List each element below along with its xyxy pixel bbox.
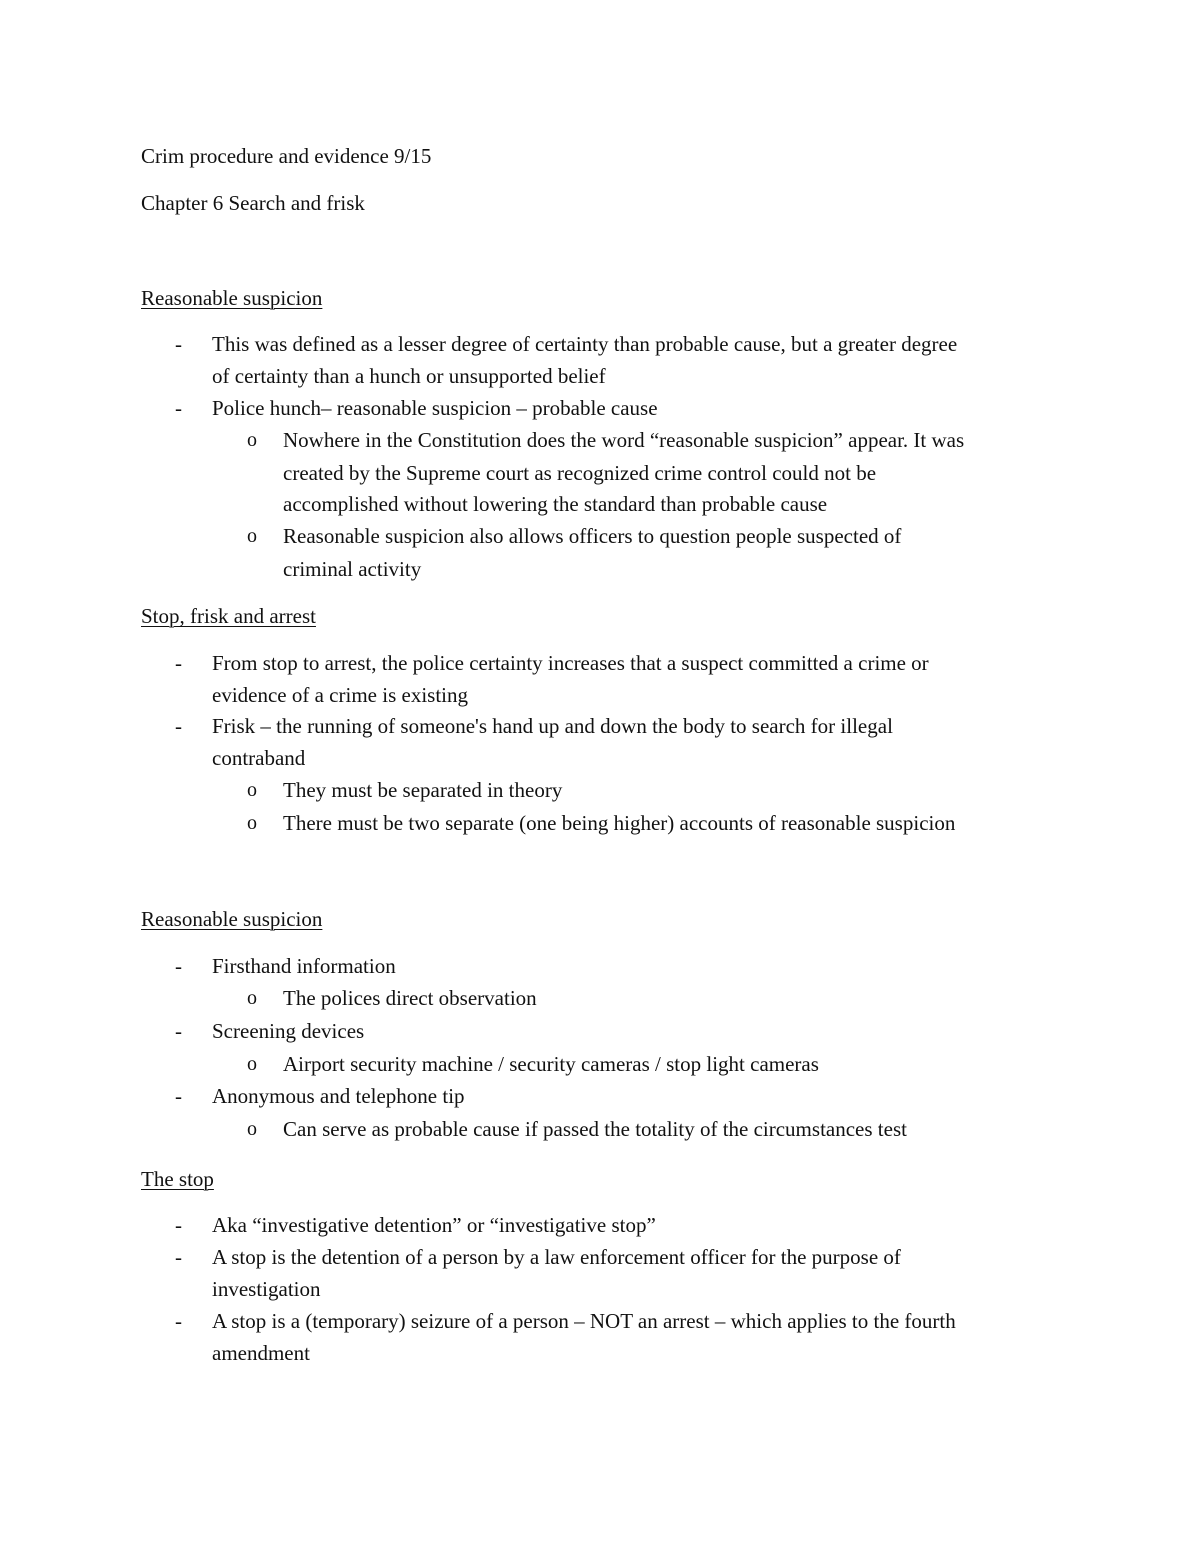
list-item: From stop to arrest, the police certainty increases that a suspect committed a crime or xyxy=(212,651,929,675)
sub-bullet-circle: o xyxy=(247,429,257,451)
list-item: Screening devices xyxy=(212,1019,365,1043)
sub-list-item: Airport security machine / security cameras / stop light cameras xyxy=(283,1052,819,1076)
chapter-title: Chapter 6 Search and frisk xyxy=(141,191,365,215)
sub-list-item: There must be two separate (one being higher) accounts of reasonable suspicion xyxy=(283,811,956,835)
list-item: A stop is a (temporary) seizure of a person – NOT an arrest – which applies to the fourth xyxy=(212,1309,956,1333)
bullet-dash: - xyxy=(175,332,182,356)
list-item-continuation: amendment xyxy=(212,1341,310,1365)
list-item: Anonymous and telephone tip xyxy=(212,1084,465,1108)
list-item: This was defined as a lesser degree of certainty than probable cause, but a greater degree xyxy=(212,332,958,356)
list-item-continuation: contraband xyxy=(212,746,306,770)
list-item: A stop is the detention of a person by a law enforcement officer for the purpose of xyxy=(212,1245,901,1269)
bullet-dash: - xyxy=(175,954,182,978)
bullet-dash: - xyxy=(175,1213,182,1237)
list-item-continuation: investigation xyxy=(212,1277,321,1301)
sub-bullet-circle: o xyxy=(247,987,257,1009)
sub-list-item-continuation: created by the Supreme court as recognized crime control could not be xyxy=(283,461,877,485)
sub-bullet-circle: o xyxy=(247,779,257,801)
bullet-dash: - xyxy=(175,1019,182,1043)
sub-list-item: The polices direct observation xyxy=(283,986,537,1010)
bullet-dash: - xyxy=(175,714,182,738)
section-heading-reasonable-suspicion-1: Reasonable suspicion xyxy=(141,286,323,310)
bullet-dash: - xyxy=(175,1084,182,1108)
sub-list-item-continuation: criminal activity xyxy=(283,557,422,581)
sub-bullet-circle: o xyxy=(247,812,257,834)
sub-bullet-circle: o xyxy=(247,1118,257,1140)
sub-bullet-circle: o xyxy=(247,525,257,547)
document-title: Crim procedure and evidence 9/15 xyxy=(141,144,432,168)
sub-list-item: Reasonable suspicion also allows officers to question people suspected of xyxy=(283,524,902,548)
list-item: Frisk – the running of someone's hand up and down the body to search for illegal xyxy=(212,714,893,738)
sub-list-item: Can serve as probable cause if passed the totality of the circumstances test xyxy=(283,1117,907,1141)
bullet-dash: - xyxy=(175,396,182,420)
bullet-dash: - xyxy=(175,1309,182,1333)
list-item: Aka “investigative detention” or “investigative stop” xyxy=(212,1213,656,1237)
list-item: Police hunch– reasonable suspicion – probable cause xyxy=(212,396,658,420)
sub-bullet-circle: o xyxy=(247,1053,257,1075)
bullet-dash: - xyxy=(175,651,182,675)
sub-list-item-continuation: accomplished without lowering the standard than probable cause xyxy=(283,492,828,516)
section-heading-reasonable-suspicion-2: Reasonable suspicion xyxy=(141,907,323,931)
bullet-dash: - xyxy=(175,1245,182,1269)
section-heading-the-stop: The stop xyxy=(141,1167,214,1191)
list-item-continuation: of certainty than a hunch or unsupported belief xyxy=(212,364,606,388)
section-heading-stop-frisk-arrest: Stop, frisk and arrest xyxy=(141,604,316,628)
sub-list-item: They must be separated in theory xyxy=(283,778,563,802)
list-item-continuation: evidence of a crime is existing xyxy=(212,683,468,707)
sub-list-item: Nowhere in the Constitution does the word “reasonable suspicion” appear. It was xyxy=(283,428,965,452)
list-item: Firsthand information xyxy=(212,954,396,978)
